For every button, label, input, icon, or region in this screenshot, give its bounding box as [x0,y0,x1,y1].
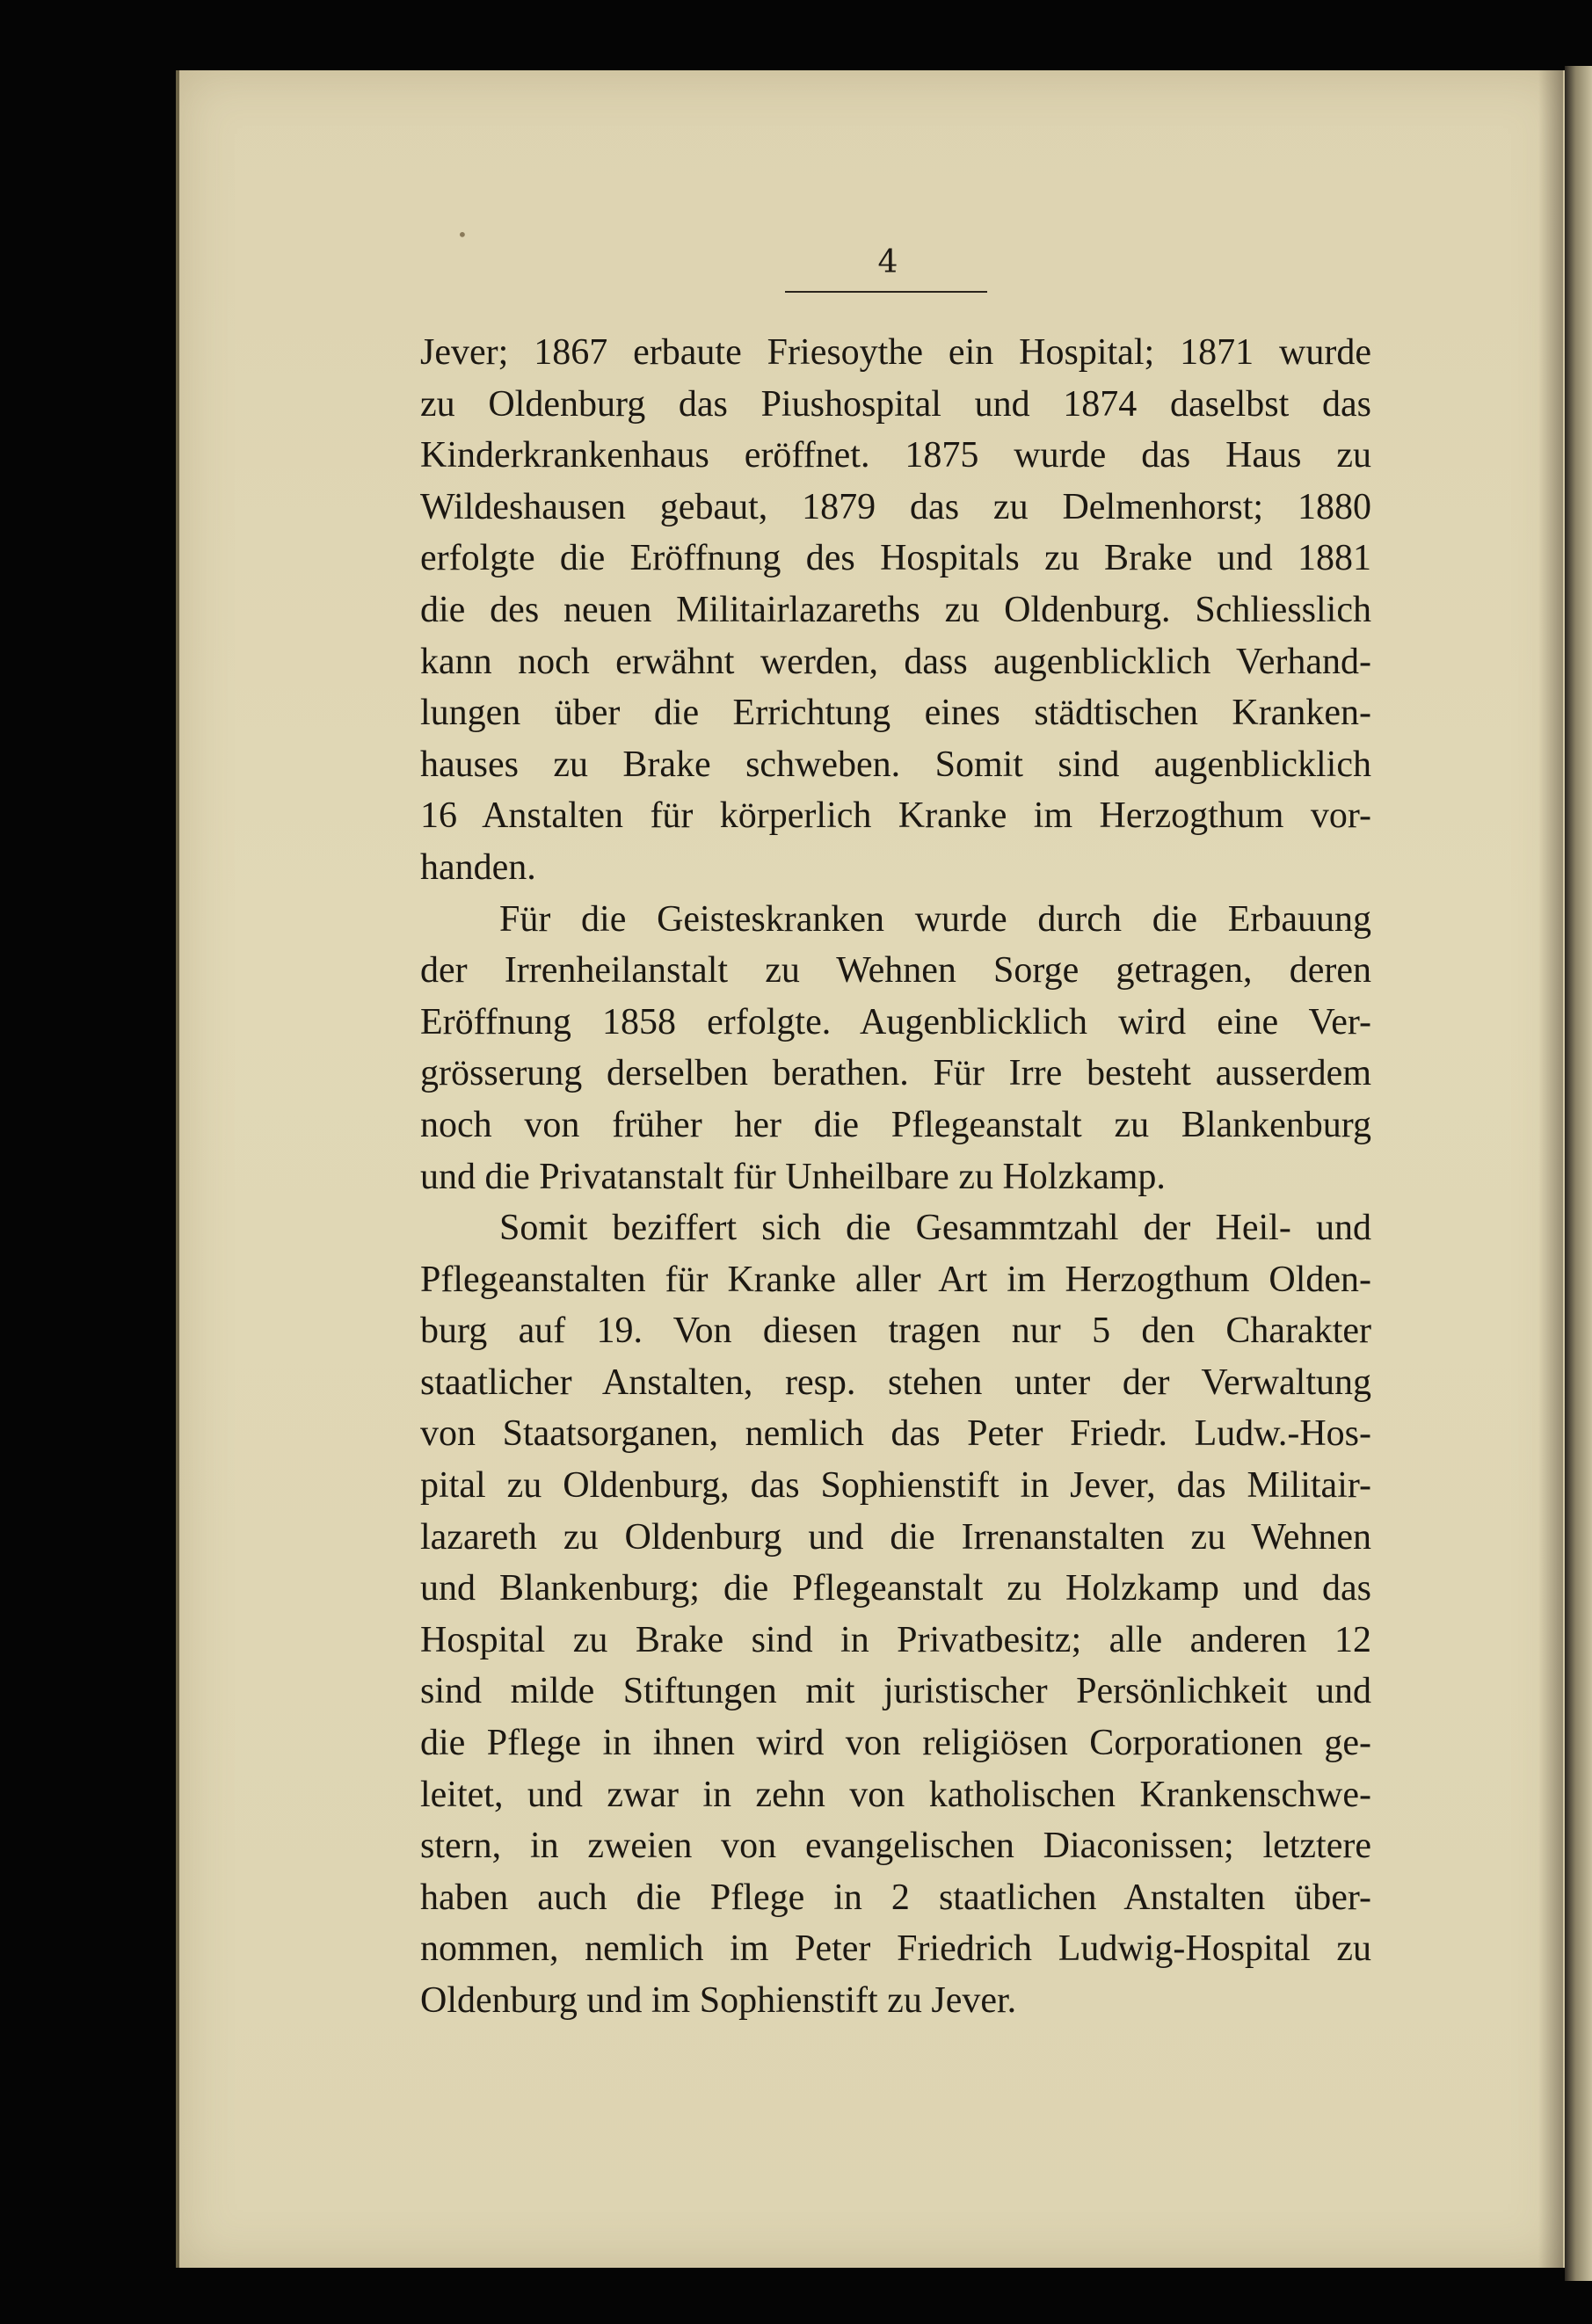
page-number: 4 [877,244,898,280]
text-line: Jever; 1867 erbaute Friesoythe ein Hospital; 1871 wurde [420,332,1371,373]
text-line: erfolgte die Eröffnung des Hospitals zu Brake und 1881 [420,538,1371,579]
text-line: grösserung derselben berathen. Für Irre besteht ausserdem [420,1053,1371,1094]
text-line: die Pflege in ihnen wird von religiösen Corporationen ge- [420,1723,1371,1764]
text-line: stern, in zweien von evangelischen Diaconissen; letztere [420,1826,1371,1867]
text-line: Wildeshausen gebaut, 1879 das zu Delmenhorst; 1880 [420,486,1371,527]
text-line: Kinderkrankenhaus eröffnet. 1875 wurde das Haus zu [420,435,1371,476]
text-line: Somit beziffert sich die Gesammtzahl der Heil- und [499,1208,1371,1249]
text-line: hauses zu Brake schweben. Somit sind augenblicklich [420,744,1371,785]
header-rule [785,291,987,293]
text-line: kann noch erwähnt werden, dass augenblicklich Verhand- [420,641,1371,682]
text-line: von Staatsorganen, nemlich das Peter Friedr. Ludw.-Hos- [420,1413,1371,1455]
text-line: und Blankenburg; die Pflegeanstalt zu Holzkamp und das [420,1568,1371,1609]
text-line: Hospital zu Brake sind in Privatbesitz; alle anderen 12 [420,1619,1371,1660]
next-page-edge [1565,66,1592,2281]
text-line: staatlicher Anstalten, resp. stehen unter der Verwaltung [420,1362,1371,1403]
text-line: Für die Geisteskranken wurde durch die Erbauung [499,898,1371,940]
text-line: die des neuen Militairlazareths zu Oldenburg. Schliesslich [420,589,1371,630]
text-line: leitet, und zwar in zehn von katholischen Krankenschwe- [420,1774,1371,1815]
text-line: zu Oldenburg das Piushospital und 1874 daselbst das [420,383,1371,425]
paper-speck: • [457,224,468,245]
text-line: pital zu Oldenburg, das Sophienstift in Jever, das Militair- [420,1465,1371,1507]
text-line: der Irrenheilanstalt zu Wehnen Sorge getragen, deren [420,950,1371,991]
text-line: Oldenburg und im Sophienstift zu Jever. [420,1980,1017,2021]
text-line: 16 Anstalten für körperlich Kranke im Herzogthum vor- [420,795,1371,837]
text-line: und die Privatanstalt für Unheilbare zu Holzkamp. [420,1156,1166,1197]
text-line: lazareth zu Oldenburg und die Irrenanstalten zu Wehnen [420,1516,1371,1558]
text-line: haben auch die Pflege in 2 staatlichen Anstalten über- [420,1877,1371,1918]
text-line: lungen über die Errichtung eines städtischen Kranken- [420,693,1371,734]
spine-shadow [1538,70,1563,2268]
text-line: noch von früher her die Pflegeanstalt zu Blankenburg [420,1104,1371,1145]
text-line: sind milde Stiftungen mit juristischer Persönlichkeit und [420,1671,1371,1712]
text-line: Pflegeanstalten für Kranke aller Art im Herzogthum Olden- [420,1259,1371,1300]
text-line: nommen, nemlich im Peter Friedrich Ludwig-Hospital zu [420,1928,1371,1970]
text-line: handen. [420,846,536,888]
text-line: burg auf 19. Von diesen tragen nur 5 den Charakter [420,1311,1371,1352]
body-text [420,327,1371,2027]
text-line: Eröffnung 1858 erfolgte. Augenblicklich wird eine Ver- [420,1001,1371,1042]
